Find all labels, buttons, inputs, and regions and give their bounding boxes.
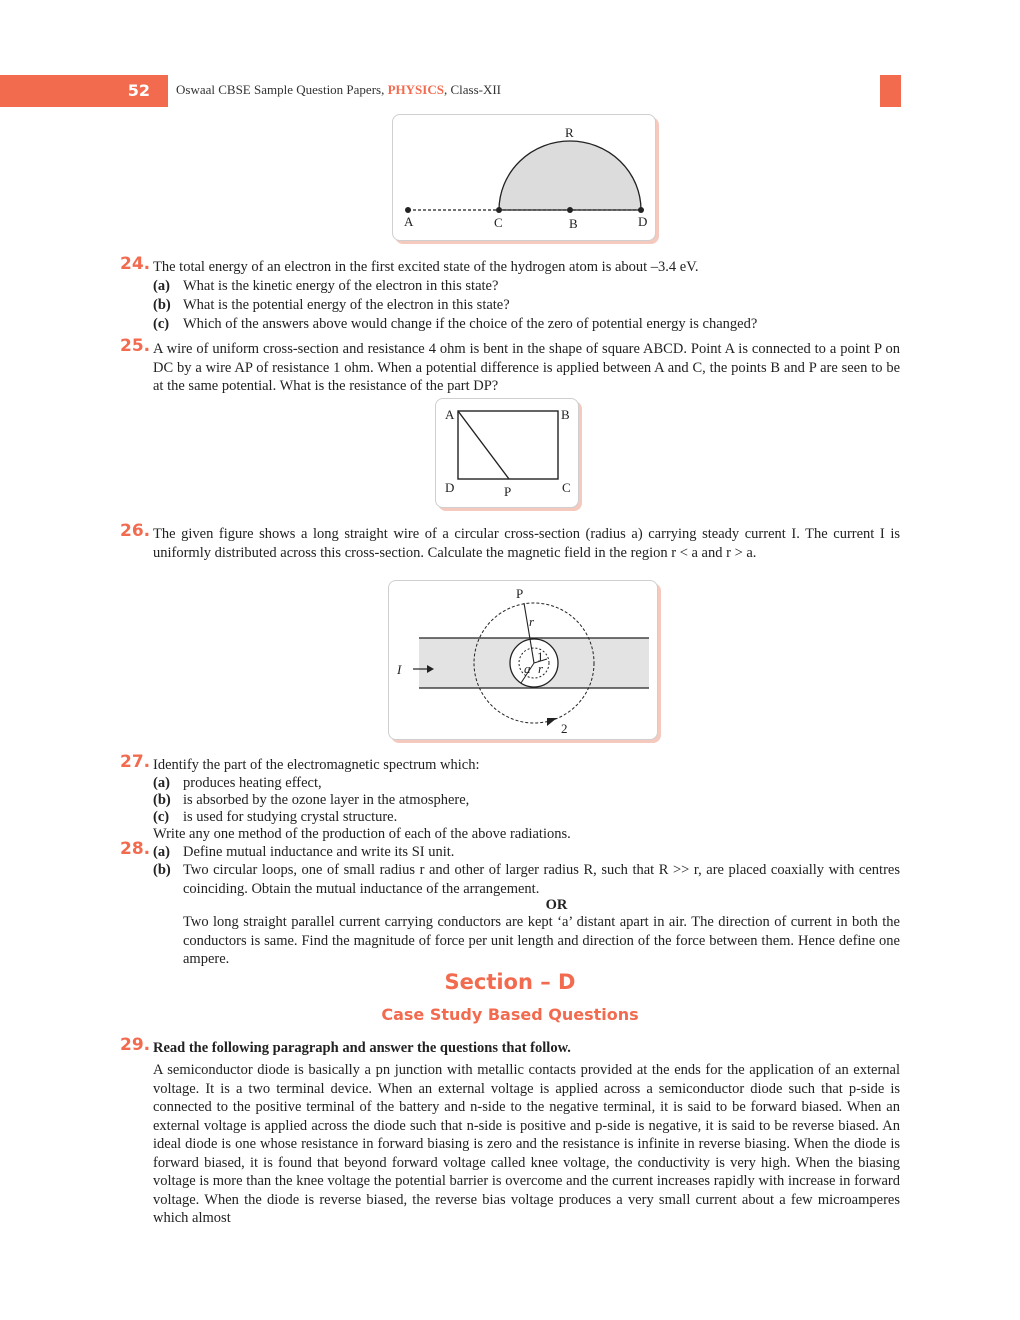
wire-figure bbox=[388, 580, 658, 740]
sub-label: (b) bbox=[153, 297, 171, 313]
question-number: 26. bbox=[120, 521, 151, 541]
sub-text: Define mutual inductance and write its SI unit. bbox=[183, 844, 455, 860]
point-b bbox=[567, 207, 573, 213]
sub-text: Which of the answers above would change if the choice of the zero of potential energy is changed? bbox=[183, 316, 758, 332]
question-number: 28. bbox=[120, 839, 151, 859]
point-d bbox=[638, 207, 644, 213]
square-figure bbox=[435, 398, 579, 508]
sub-label: (b) bbox=[153, 792, 171, 808]
question-closing: Write any one method of the production of each of the above radiations. bbox=[153, 826, 571, 842]
label-b: B bbox=[561, 407, 570, 422]
sub-part bbox=[153, 843, 900, 862]
sub-label: (b) bbox=[153, 862, 171, 878]
sub-text: Two circular loops, one of small radius r and other of larger radius R, such that R >> r, are placed coaxially with centres coinciding. Obtain the mutual inductance of the arrangement. bbox=[183, 862, 900, 897]
sub-part bbox=[153, 861, 900, 897]
wire-diagram bbox=[389, 581, 657, 739]
sub-part bbox=[153, 296, 900, 315]
sub-text: is absorbed by the ozone layer in the atmosphere, bbox=[183, 792, 470, 808]
question-number: 29. bbox=[120, 1035, 151, 1055]
wire-ap bbox=[458, 411, 509, 479]
sub-part bbox=[153, 315, 900, 334]
running-header bbox=[176, 82, 501, 98]
question-text: The given figure shows a long straight wire of a circular cross-section (radius a) carrying steady current I. The current I is uniformly distributed across this cross-section. Calculate the magnetic field in the region r < a and r > a. bbox=[153, 526, 900, 561]
question-heading: Read the following paragraph and answer the questions that follow. bbox=[153, 1040, 571, 1056]
square-diagram bbox=[436, 399, 578, 507]
sub-part bbox=[153, 774, 900, 793]
label-a: a bbox=[524, 661, 531, 676]
label-d: D bbox=[445, 480, 455, 495]
case-paragraph: A semiconductor diode is basically a pn junction with metallic contacts provided at the ends for the application of an external voltage. It is a two terminal device. When an external voltage is applied across a semiconductor diode such that p-side is connected to the positive terminal of the battery and n-side to the negative terminal, it is said to be forward biased. When an external voltage is applied across the diode such that n-side is positive and p-side is negative, it is said to be reverse biased. An ideal diode is one whose resistance in forward biasing is zero and the resistance is infinite in reverse biasing. When the diode is forward biased, it is found that beyond forward voltage called knee voltage, the conductivity is very high. When the biasing voltage is more than the knee voltage the potential barrier is overcome and the current increases rapidly with increase in forward voltage. When the diode is reverse biased, the reverse bias voltage produces a very small current about a few microamperes which almost bbox=[153, 1062, 900, 1226]
square-abcd bbox=[458, 411, 558, 479]
sub-label: (c) bbox=[153, 316, 170, 332]
label-c: C bbox=[562, 480, 571, 495]
header-subject: PHYSICS bbox=[387, 82, 444, 97]
point-a bbox=[405, 207, 411, 213]
label-b: B bbox=[569, 216, 578, 231]
sub-text: produces heating effect, bbox=[183, 775, 322, 791]
sub-label: (a) bbox=[153, 775, 170, 791]
label-d: D bbox=[638, 214, 648, 229]
point-c bbox=[496, 207, 502, 213]
label-r: R bbox=[565, 125, 574, 140]
question-number: 27. bbox=[120, 752, 151, 772]
sub-label: (a) bbox=[153, 844, 170, 860]
sub-label: (c) bbox=[153, 809, 170, 825]
question-number: 25. bbox=[120, 336, 151, 356]
alternative-question: Two long straight parallel current carrying conductors are kept ‘a’ distant apart in air. The direction of current in both the conductors is same. Find the magnitude of force per unit length and direction of the force between them. Hence define one ampere. bbox=[183, 914, 900, 967]
page-number-tab bbox=[0, 75, 168, 107]
label-current: I bbox=[397, 662, 402, 677]
header-suffix: , Class-XII bbox=[443, 82, 501, 97]
section-title: Section – D bbox=[444, 970, 576, 994]
sub-part bbox=[153, 791, 900, 810]
label-2: 2 bbox=[561, 721, 568, 736]
sub-part bbox=[153, 808, 900, 827]
label-p: P bbox=[516, 586, 524, 601]
label-r-outer: r bbox=[529, 614, 535, 629]
label-a: A bbox=[404, 214, 414, 229]
sub-text: What is the kinetic energy of the electron in this state? bbox=[183, 278, 499, 294]
label-p: P bbox=[504, 484, 512, 499]
or-label: OR bbox=[545, 897, 568, 913]
label-a: A bbox=[445, 407, 455, 422]
question-text: The total energy of an electron in the first excited state of the hydrogen atom is about –3.4 eV. bbox=[153, 259, 699, 275]
label-r-inner: r bbox=[538, 661, 544, 676]
question-text: Identify the part of the electromagnetic spectrum which: bbox=[153, 757, 480, 773]
label-c: C bbox=[494, 215, 503, 230]
header-accent-block bbox=[880, 75, 901, 107]
header-prefix: Oswaal CBSE Sample Question Papers, bbox=[176, 82, 388, 97]
question-number: 24. bbox=[120, 254, 151, 274]
semicircle-diagram bbox=[393, 115, 655, 240]
question-text: A wire of uniform cross-section and resistance 4 ohm is bent in the shape of square ABCD. Point A is connected to a point P on DC by a wire AP of resistance 1 ohm. When a potential difference is applied between A and C, the points B and P are seen to be at the same potential. What is the resistance of the part DP? bbox=[153, 341, 900, 394]
sub-part bbox=[153, 277, 900, 296]
sub-text: What is the potential energy of the electron in this state? bbox=[183, 297, 510, 313]
label-1: 1 bbox=[537, 649, 544, 664]
section-subtitle: Case Study Based Questions bbox=[381, 1005, 639, 1024]
sub-label: (a) bbox=[153, 278, 170, 294]
page-number: 52 bbox=[127, 81, 150, 100]
semicircle-figure bbox=[392, 114, 656, 241]
semicircle-shape bbox=[499, 141, 641, 210]
sub-text: is used for studying crystal structure. bbox=[183, 809, 398, 825]
